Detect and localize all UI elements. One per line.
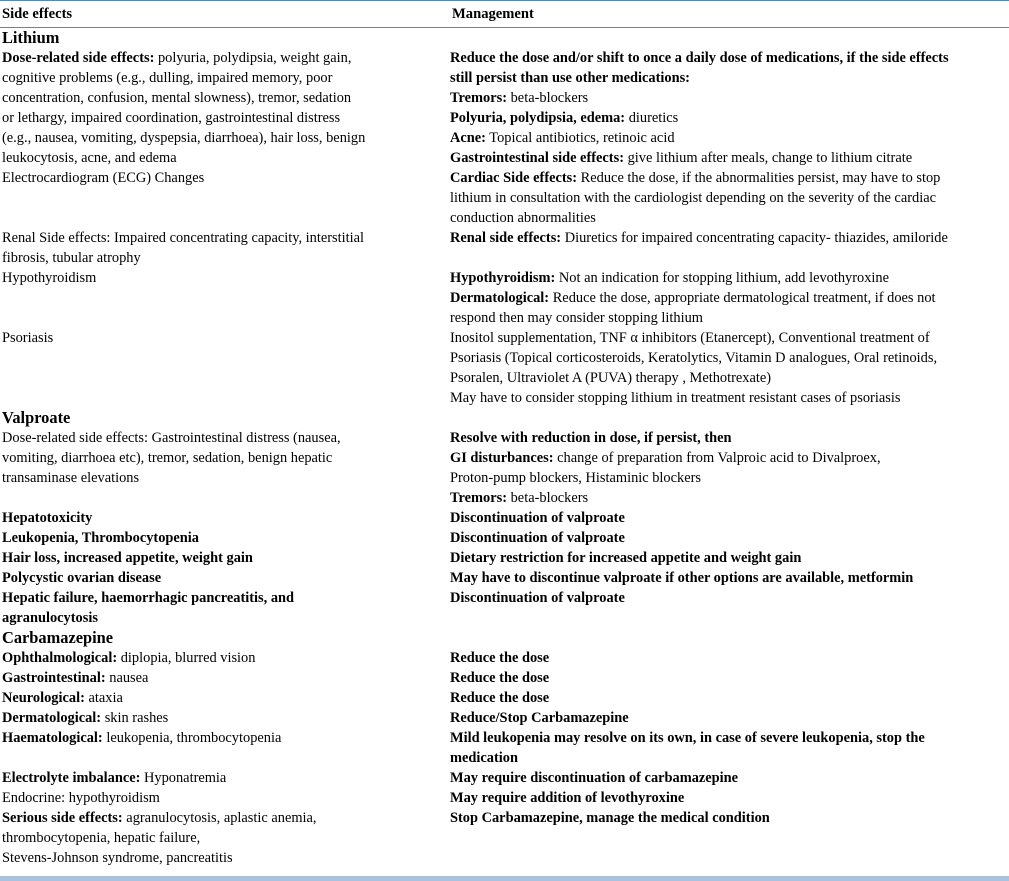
table-row bbox=[0, 548, 1009, 568]
side-effect-cell bbox=[0, 548, 448, 568]
cell-line bbox=[450, 108, 1009, 128]
bold-text: Reduce the dose bbox=[450, 650, 550, 666]
text: diuretics bbox=[625, 110, 679, 126]
bold-text: Discontinuation of valproate bbox=[450, 510, 625, 526]
cell-line bbox=[450, 188, 1009, 208]
management-cell bbox=[448, 728, 1009, 768]
management-cell bbox=[448, 228, 1009, 268]
cell-line bbox=[2, 128, 448, 148]
bold-text: May require addition of levothyroxine bbox=[450, 790, 685, 806]
text: Reduce the dose, if the abnormalities persist, may have to stop bbox=[577, 170, 941, 186]
text: Hyponatremia bbox=[140, 770, 227, 786]
table-row bbox=[0, 568, 1009, 588]
text: Diuretics for impaired concentrating capacity- thiazides, amiloride bbox=[561, 230, 948, 246]
side-effect-cell bbox=[0, 228, 448, 268]
text: respond then may consider stopping lithium bbox=[450, 310, 704, 326]
cell-line bbox=[450, 168, 1009, 188]
bold-text: Leukopenia, Thrombocytopenia bbox=[2, 530, 199, 546]
bold-text: Polyuria, polydipsia, edema: bbox=[450, 110, 626, 126]
cell-line bbox=[450, 228, 1009, 248]
bold-text: Reduce the dose and/or shift to once a daily dose of medications, if the side effects bbox=[450, 50, 949, 66]
cell-line bbox=[2, 708, 448, 728]
management-cell bbox=[448, 768, 1009, 788]
cell-line bbox=[2, 448, 448, 468]
cell-line bbox=[2, 788, 448, 808]
text: lithium in consultation with the cardiologist depending on the severity of the cardiac bbox=[450, 190, 936, 206]
bold-text: Reduce/Stop Carbamazepine bbox=[450, 710, 629, 726]
cell-line bbox=[450, 688, 1009, 708]
text: May have to consider stopping lithium in treatment resistant cases of psoriasis bbox=[450, 390, 901, 406]
text: Renal Side effects: Impaired concentrating capacity, interstitial bbox=[2, 230, 365, 246]
cell-line bbox=[450, 808, 1009, 828]
cell-line bbox=[2, 648, 448, 668]
cell-line bbox=[450, 648, 1009, 668]
cell-line bbox=[450, 448, 1009, 468]
header-management: Management bbox=[452, 6, 534, 22]
cell-line bbox=[450, 68, 1009, 88]
table-row bbox=[0, 708, 1009, 728]
text: Psoralen, Ultraviolet A (PUVA) therapy , Methotrexate) bbox=[450, 370, 772, 386]
bold-text: still persist than use other medications: bbox=[450, 70, 690, 86]
cell-line bbox=[2, 228, 448, 248]
cell-line bbox=[2, 808, 448, 828]
cell-line bbox=[450, 308, 1009, 328]
bold-text: May require discontinuation of carbamazepine bbox=[450, 770, 739, 786]
cell-line bbox=[2, 248, 448, 268]
text: Not an indication for stopping lithium, add levothyroxine bbox=[555, 270, 890, 286]
text: beta-blockers bbox=[507, 90, 589, 106]
side-effect-cell bbox=[0, 568, 448, 588]
table-row bbox=[0, 728, 1009, 768]
management-cell bbox=[448, 268, 1009, 328]
text: cognitive problems (e.g., dulling, impaired memory, poor bbox=[2, 70, 333, 86]
cell-line bbox=[450, 668, 1009, 688]
side-effect-cell bbox=[0, 508, 448, 528]
bold-text: May have to discontinue valproate if other options are available, metformin bbox=[450, 570, 914, 586]
management-cell bbox=[448, 708, 1009, 728]
bold-text: Reduce the dose bbox=[450, 670, 550, 686]
cell-line bbox=[450, 88, 1009, 108]
section-title: Carbamazepine bbox=[2, 628, 114, 647]
side-effect-cell bbox=[0, 768, 448, 788]
bold-text: Dermatological: bbox=[450, 290, 550, 306]
side-effect-cell bbox=[0, 528, 448, 548]
bold-text: Haematological: bbox=[2, 730, 103, 746]
text: Psoriasis bbox=[2, 330, 54, 346]
cell-line bbox=[2, 548, 448, 568]
management-cell bbox=[448, 808, 1009, 868]
cell-line bbox=[2, 428, 448, 448]
text: agranulocytosis, aplastic anemia, bbox=[122, 810, 317, 826]
management-cell bbox=[448, 328, 1009, 408]
table-row bbox=[0, 588, 1009, 628]
bold-text: Renal side effects: bbox=[450, 230, 562, 246]
cell-line bbox=[2, 568, 448, 588]
bold-text: GI disturbances: bbox=[450, 450, 554, 466]
side-effect-cell bbox=[0, 328, 448, 408]
table-row bbox=[0, 168, 1009, 228]
bold-text: Reduce the dose bbox=[450, 690, 550, 706]
cell-line bbox=[450, 268, 1009, 288]
side-effect-cell bbox=[0, 48, 448, 168]
cell-line bbox=[2, 768, 448, 788]
table-row bbox=[0, 428, 1009, 508]
cell-line bbox=[2, 528, 448, 548]
cell-line bbox=[2, 608, 448, 628]
side-effect-cell bbox=[0, 428, 448, 508]
text: transaminase elevations bbox=[2, 470, 140, 486]
table-row bbox=[0, 788, 1009, 808]
cell-line bbox=[450, 708, 1009, 728]
text: conduction abnormalities bbox=[450, 210, 596, 226]
table-row bbox=[0, 228, 1009, 268]
cell-line bbox=[2, 88, 448, 108]
cell-line bbox=[450, 208, 1009, 228]
cell-line bbox=[450, 348, 1009, 368]
table-row bbox=[0, 268, 1009, 328]
cell-line bbox=[450, 508, 1009, 528]
side-effect-cell bbox=[0, 808, 448, 868]
cell-line bbox=[450, 588, 1009, 608]
text: change of preparation from Valproic acid to Divalproex, bbox=[553, 450, 881, 466]
table-row bbox=[0, 688, 1009, 708]
cell-line bbox=[450, 768, 1009, 788]
text: diplopia, blurred vision bbox=[117, 650, 256, 666]
bold-text: medication bbox=[450, 750, 518, 766]
bold-text: Resolve with reduction in dose, if persist, then bbox=[450, 430, 732, 446]
cell-line bbox=[2, 468, 448, 488]
text: Psoriasis (Topical corticosteroids, Keratolytics, Vitamin D analogues, Oral retinoids, bbox=[450, 350, 938, 366]
side-effect-cell bbox=[0, 668, 448, 688]
cell-line bbox=[2, 48, 448, 68]
side-effect-cell bbox=[0, 728, 448, 768]
table-row bbox=[0, 328, 1009, 408]
text: Reduce the dose, appropriate dermatological treatment, if does not bbox=[549, 290, 936, 306]
cell-line bbox=[450, 48, 1009, 68]
bold-text: Gastrointestinal side effects: bbox=[450, 150, 624, 166]
bold-text: Discontinuation of valproate bbox=[450, 590, 625, 606]
text: Hypothyroidism bbox=[2, 270, 97, 286]
bold-text: agranulocytosis bbox=[2, 610, 98, 626]
bold-text: Hepatic failure, haemorrhagic pancreatitis, and bbox=[2, 590, 295, 606]
text: beta-blockers bbox=[507, 490, 589, 506]
cell-line bbox=[450, 368, 1009, 388]
cell-line bbox=[2, 148, 448, 168]
side-effect-cell bbox=[0, 688, 448, 708]
bold-text: Hypothyroidism: bbox=[450, 270, 556, 286]
text: leukocytosis, acne, and edema bbox=[2, 150, 177, 166]
text: Endocrine: hypothyroidism bbox=[2, 790, 160, 806]
cell-line bbox=[2, 828, 448, 848]
cell-line bbox=[2, 728, 448, 748]
bold-text: Hair loss, increased appetite, weight gain bbox=[2, 550, 253, 566]
management-cell bbox=[448, 428, 1009, 508]
bold-text: Hepatotoxicity bbox=[2, 510, 93, 526]
cell-line bbox=[450, 528, 1009, 548]
text: polyuria, polydipsia, weight gain, bbox=[154, 50, 352, 66]
text: vomiting, diarrhoea etc), tremor, sedation, benign hepatic bbox=[2, 450, 333, 466]
management-cell bbox=[448, 568, 1009, 588]
table-row bbox=[0, 768, 1009, 788]
text: Electrocardiogram (ECG) Changes bbox=[2, 170, 205, 186]
cell-line bbox=[450, 128, 1009, 148]
cell-line bbox=[2, 68, 448, 88]
bold-text: Ophthalmological: bbox=[2, 650, 118, 666]
cell-line bbox=[450, 468, 1009, 488]
text: Dose-related side effects: Gastrointestinal distress (nausea, bbox=[2, 430, 341, 446]
cell-line bbox=[450, 788, 1009, 808]
cell-line bbox=[450, 328, 1009, 348]
management-cell bbox=[448, 688, 1009, 708]
bold-text: Acne: bbox=[450, 130, 486, 146]
management-cell bbox=[448, 588, 1009, 628]
text: Topical antibiotics, retinoic acid bbox=[485, 130, 675, 146]
cell-line bbox=[2, 328, 448, 348]
bold-text: Serious side effects: bbox=[2, 810, 123, 826]
text: skin rashes bbox=[101, 710, 169, 726]
cell-line bbox=[2, 108, 448, 128]
table-header bbox=[0, 0, 1009, 28]
bold-text: Dermatological: bbox=[2, 710, 102, 726]
side-effect-cell bbox=[0, 788, 448, 808]
text: concentration, confusion, mental slowness), tremor, sedation bbox=[2, 90, 352, 106]
cell-line bbox=[2, 268, 448, 288]
cell-line bbox=[450, 568, 1009, 588]
text: Proton-pump blockers, Histaminic blockers bbox=[450, 470, 701, 486]
side-effect-cell bbox=[0, 708, 448, 728]
bold-text: Dose-related side effects: bbox=[2, 50, 155, 66]
text: or lethargy, impaired coordination, gastrointestinal distress bbox=[2, 110, 341, 126]
side-effect-cell bbox=[0, 648, 448, 668]
text: (e.g., nausea, vomiting, dyspepsia, diarrhoea), hair loss, benign bbox=[2, 130, 366, 146]
text: leukopenia, thrombocytopenia bbox=[102, 730, 282, 746]
bold-text: Electrolyte imbalance: bbox=[2, 770, 141, 786]
cell-line bbox=[2, 508, 448, 528]
table-row bbox=[0, 508, 1009, 528]
cell-line bbox=[2, 848, 448, 868]
cell-line bbox=[2, 588, 448, 608]
text: Inositol supplementation, TNF α inhibitors (Etanercept), Conventional treatment of bbox=[450, 330, 930, 346]
table-row bbox=[0, 528, 1009, 548]
table-row bbox=[0, 808, 1009, 868]
bold-text: Mild leukopenia may resolve on its own, in case of severe leukopenia, stop the bbox=[450, 730, 925, 746]
table-row bbox=[0, 668, 1009, 688]
side-effect-cell bbox=[0, 268, 448, 328]
cell-line bbox=[450, 388, 1009, 408]
cell-line bbox=[2, 688, 448, 708]
text: ataxia bbox=[84, 690, 123, 706]
bold-text: Neurological: bbox=[2, 690, 85, 706]
cell-line bbox=[2, 668, 448, 688]
text: Stevens-Johnson syndrome, pancreatitis bbox=[2, 850, 233, 866]
text: thrombocytopenia, hepatic failure, bbox=[2, 830, 201, 846]
cell-line bbox=[450, 288, 1009, 308]
bold-text: Cardiac Side effects: bbox=[450, 170, 578, 186]
management-cell bbox=[448, 648, 1009, 668]
text: fibrosis, tubular atrophy bbox=[2, 250, 141, 266]
management-cell bbox=[448, 48, 1009, 168]
management-cell bbox=[448, 788, 1009, 808]
bold-text: Tremors: bbox=[450, 490, 508, 506]
management-cell bbox=[448, 668, 1009, 688]
side-effect-cell bbox=[0, 588, 448, 628]
bold-text: Tremors: bbox=[450, 90, 508, 106]
cell-line bbox=[450, 728, 1009, 748]
cell-line bbox=[450, 548, 1009, 568]
bold-text: Polycystic ovarian disease bbox=[2, 570, 162, 586]
cell-line bbox=[450, 148, 1009, 168]
table-bottom-rule bbox=[0, 876, 1009, 881]
bold-text: Discontinuation of valproate bbox=[450, 530, 625, 546]
bold-text: Dietary restriction for increased appetite and weight gain bbox=[450, 550, 802, 566]
table-row bbox=[0, 648, 1009, 668]
cell-line bbox=[450, 748, 1009, 768]
table-row bbox=[0, 48, 1009, 168]
cell-line bbox=[2, 168, 448, 188]
cell-line bbox=[450, 428, 1009, 448]
section-title: Valproate bbox=[2, 408, 71, 427]
management-cell bbox=[448, 548, 1009, 568]
management-cell bbox=[448, 528, 1009, 548]
text: give lithium after meals, change to lithium citrate bbox=[624, 150, 913, 166]
bold-text: Stop Carbamazepine, manage the medical condition bbox=[450, 810, 770, 826]
bold-text: Gastrointestinal: bbox=[2, 670, 106, 686]
side-effect-cell bbox=[0, 168, 448, 228]
cell-line bbox=[450, 488, 1009, 508]
management-cell bbox=[448, 168, 1009, 228]
table-body bbox=[0, 28, 1009, 868]
management-cell bbox=[448, 508, 1009, 528]
header-side-effects: Side effects bbox=[2, 6, 73, 22]
text: nausea bbox=[105, 670, 149, 686]
section-title: Lithium bbox=[2, 28, 60, 47]
